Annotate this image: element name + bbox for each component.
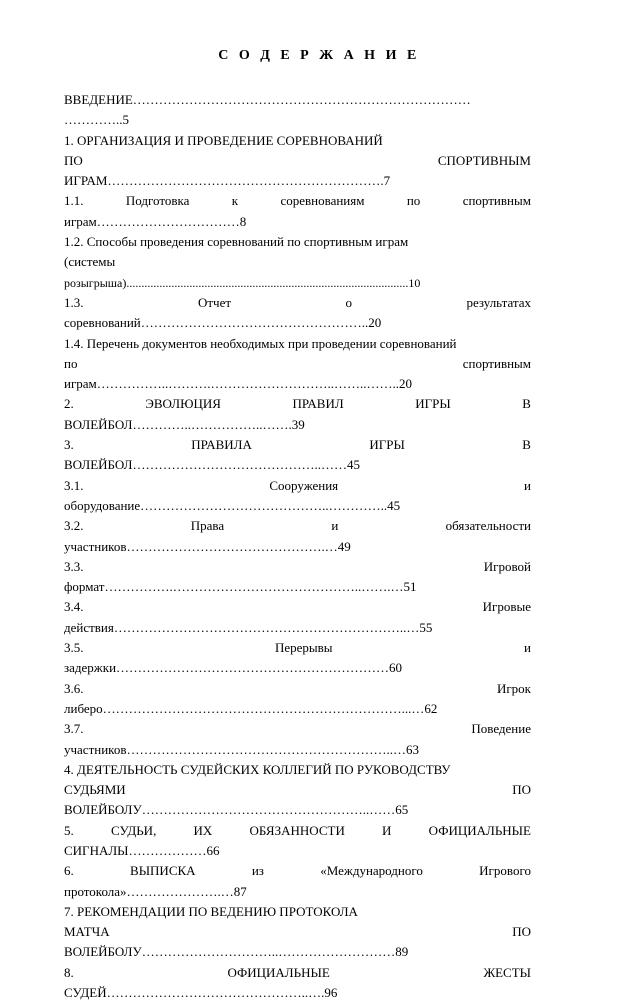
toc-word: 3.6. bbox=[64, 680, 84, 696]
toc-line: оборудование……………………………………..…………..45 bbox=[64, 497, 401, 513]
toc-word: и bbox=[524, 477, 531, 493]
toc-line bbox=[64, 963, 531, 983]
toc-line bbox=[64, 597, 531, 617]
toc-word: Отчет bbox=[197, 294, 232, 310]
toc-word: МАТЧА bbox=[64, 924, 110, 940]
toc-word: ПРАВИЛА bbox=[191, 437, 252, 453]
toc-word: 1.3. bbox=[64, 294, 84, 310]
toc-word: 6. bbox=[64, 863, 74, 879]
toc-line: либеро……………………………………………………………...…62 bbox=[64, 700, 438, 716]
toc-word: 3.4. bbox=[64, 599, 84, 615]
toc-word: 3.1. bbox=[64, 477, 84, 493]
toc-word: спортивным bbox=[462, 355, 531, 371]
toc-line: розыгрыша)..............................................................................................10 bbox=[64, 275, 421, 290]
toc-line: 4. ДЕЯТЕЛЬНОСТЬ СУДЕЙСКИХ КОЛЛЕГИЙ ПО РУКОВОДСТВУ bbox=[64, 761, 451, 777]
toc-line bbox=[64, 679, 531, 699]
toc-line: действия…………………………………………………………..…55 bbox=[64, 619, 433, 635]
toc-word: соревнованиям bbox=[280, 193, 365, 209]
toc-line: 7. РЕКОМЕНДАЦИИ ПО ВЕДЕНИЮ ПРОТОКОЛА bbox=[64, 903, 358, 919]
toc-word: СУДЬИ, bbox=[110, 822, 157, 838]
toc-line bbox=[64, 719, 531, 739]
toc-word: Поведение bbox=[471, 721, 531, 737]
toc-word: В bbox=[522, 396, 531, 412]
toc-word: Сооружения bbox=[269, 477, 339, 493]
toc-word: 3. bbox=[64, 437, 74, 453]
toc-line bbox=[64, 354, 531, 374]
toc-word: Перерывы bbox=[274, 640, 333, 656]
toc-word: СПОРТИВНЫМ bbox=[437, 152, 531, 168]
toc-word: ЭВОЛЮЦИЯ bbox=[145, 396, 221, 412]
toc-word: и bbox=[524, 640, 531, 656]
toc-line: СУДЕЙ………………………………………..….96 bbox=[64, 985, 338, 1001]
toc-word: 1.1. bbox=[64, 193, 84, 209]
toc-word: 3.3. bbox=[64, 558, 84, 574]
toc-word: Игрового bbox=[479, 863, 531, 879]
toc-word: 3.7. bbox=[64, 721, 84, 737]
toc-line bbox=[64, 821, 531, 841]
toc-line: участников……………………………………………………..…63 bbox=[64, 741, 419, 757]
toc-word: Игрок bbox=[496, 680, 531, 696]
toc-line bbox=[64, 516, 531, 536]
toc-word: к bbox=[231, 193, 239, 209]
toc-word: ПРАВИЛ bbox=[292, 396, 344, 412]
toc-line: играм……………..……….………………………..……..……..20 bbox=[64, 376, 413, 392]
toc-line: СИГНАЛЫ………………66 bbox=[64, 842, 220, 858]
toc-word: ИГРЫ bbox=[369, 437, 405, 453]
toc-line: ИГРАМ……………………………………………………….7 bbox=[64, 173, 391, 189]
toc-word: ВЫПИСКА bbox=[130, 863, 196, 879]
toc-line: протокола»………………….…87 bbox=[64, 883, 247, 899]
toc-word: Права bbox=[190, 518, 225, 534]
toc-word: ПО bbox=[512, 924, 531, 940]
toc-line bbox=[64, 861, 531, 881]
toc-line: формат…………….……………………………………..…….…51 bbox=[64, 579, 417, 595]
toc-word: по bbox=[406, 193, 421, 209]
toc-line bbox=[64, 922, 531, 942]
toc-line: ВОЛЕЙБОЛУ…………………………..………………………89 bbox=[64, 944, 409, 960]
toc-word: ЖЕСТЫ bbox=[483, 964, 531, 980]
toc-word: ПО bbox=[64, 152, 83, 168]
toc-word: Игровые bbox=[482, 599, 531, 615]
toc-word: 8. bbox=[64, 964, 74, 980]
toc-word: «Международного bbox=[320, 863, 423, 879]
toc-line bbox=[64, 476, 531, 496]
toc-word: ИХ bbox=[193, 822, 213, 838]
toc-line: участников……………………………………….…49 bbox=[64, 538, 351, 554]
toc-word: обязательности bbox=[445, 518, 531, 534]
page-title: С О Д Е Р Ж А Н И Е bbox=[218, 48, 420, 63]
toc-line bbox=[64, 557, 531, 577]
toc-line bbox=[64, 191, 531, 211]
toc-line: …………..5 bbox=[64, 112, 129, 128]
toc-line bbox=[64, 394, 531, 414]
toc-line: задержки………………………………………………………60 bbox=[64, 660, 403, 676]
toc-line bbox=[64, 638, 531, 658]
toc-line bbox=[64, 780, 531, 800]
toc-word: 3.2. bbox=[64, 518, 84, 534]
toc-word: Подготовка bbox=[125, 193, 190, 209]
toc-line: 1.4. Перечень документов необходимых при проведении соревнований bbox=[64, 335, 457, 351]
toc-line bbox=[64, 151, 531, 171]
toc-line: ВОЛЕЙБОЛ…………..……………..…….39 bbox=[64, 416, 305, 432]
toc-word: ИГРЫ bbox=[415, 396, 451, 412]
toc-word: о bbox=[345, 294, 352, 310]
toc-word: по bbox=[64, 355, 78, 371]
toc-line: ВВЕДЕНИЕ…………………………………………………………………… bbox=[64, 92, 471, 107]
toc-word: из bbox=[251, 863, 264, 879]
toc-line: 1. ОРГАНИЗАЦИЯ И ПРОВЕДЕНИЕ СОРЕВНОВАНИЙ bbox=[64, 132, 383, 148]
toc-word: Игровой bbox=[483, 558, 531, 574]
toc-line bbox=[64, 293, 531, 313]
toc-word: 5. bbox=[64, 822, 74, 838]
toc-word: СУДЬЯМИ bbox=[64, 782, 126, 798]
toc-word: В bbox=[522, 437, 531, 453]
table-of-contents bbox=[64, 90, 531, 1003]
toc-word: ОФИЦИАЛЬНЫЕ bbox=[227, 964, 330, 980]
toc-word: ОБЯЗАННОСТИ bbox=[249, 822, 345, 838]
toc-line bbox=[64, 435, 531, 455]
toc-word: 3.5. bbox=[64, 640, 84, 656]
toc-line: ВОЛЕЙБОЛ……………………………………..……45 bbox=[64, 457, 360, 473]
toc-line: ВОЛЕЙБОЛУ……………………………………………..……65 bbox=[64, 802, 409, 818]
toc-word: ОФИЦИАЛЬНЫЕ bbox=[428, 822, 531, 838]
toc-word: результатах bbox=[466, 294, 531, 310]
toc-word: спортивным bbox=[462, 193, 531, 209]
toc-line: (системы bbox=[64, 254, 116, 270]
toc-line: соревнований……………………………………………..20 bbox=[64, 315, 382, 331]
toc-word: и bbox=[331, 518, 339, 534]
toc-word: ПО bbox=[512, 782, 531, 798]
toc-line: 1.2. Способы проведения соревнований по спортивным играм bbox=[64, 234, 409, 250]
toc-word: И bbox=[382, 822, 392, 838]
toc-line: играм……………………………8 bbox=[64, 213, 247, 229]
toc-word: 2. bbox=[64, 396, 74, 412]
